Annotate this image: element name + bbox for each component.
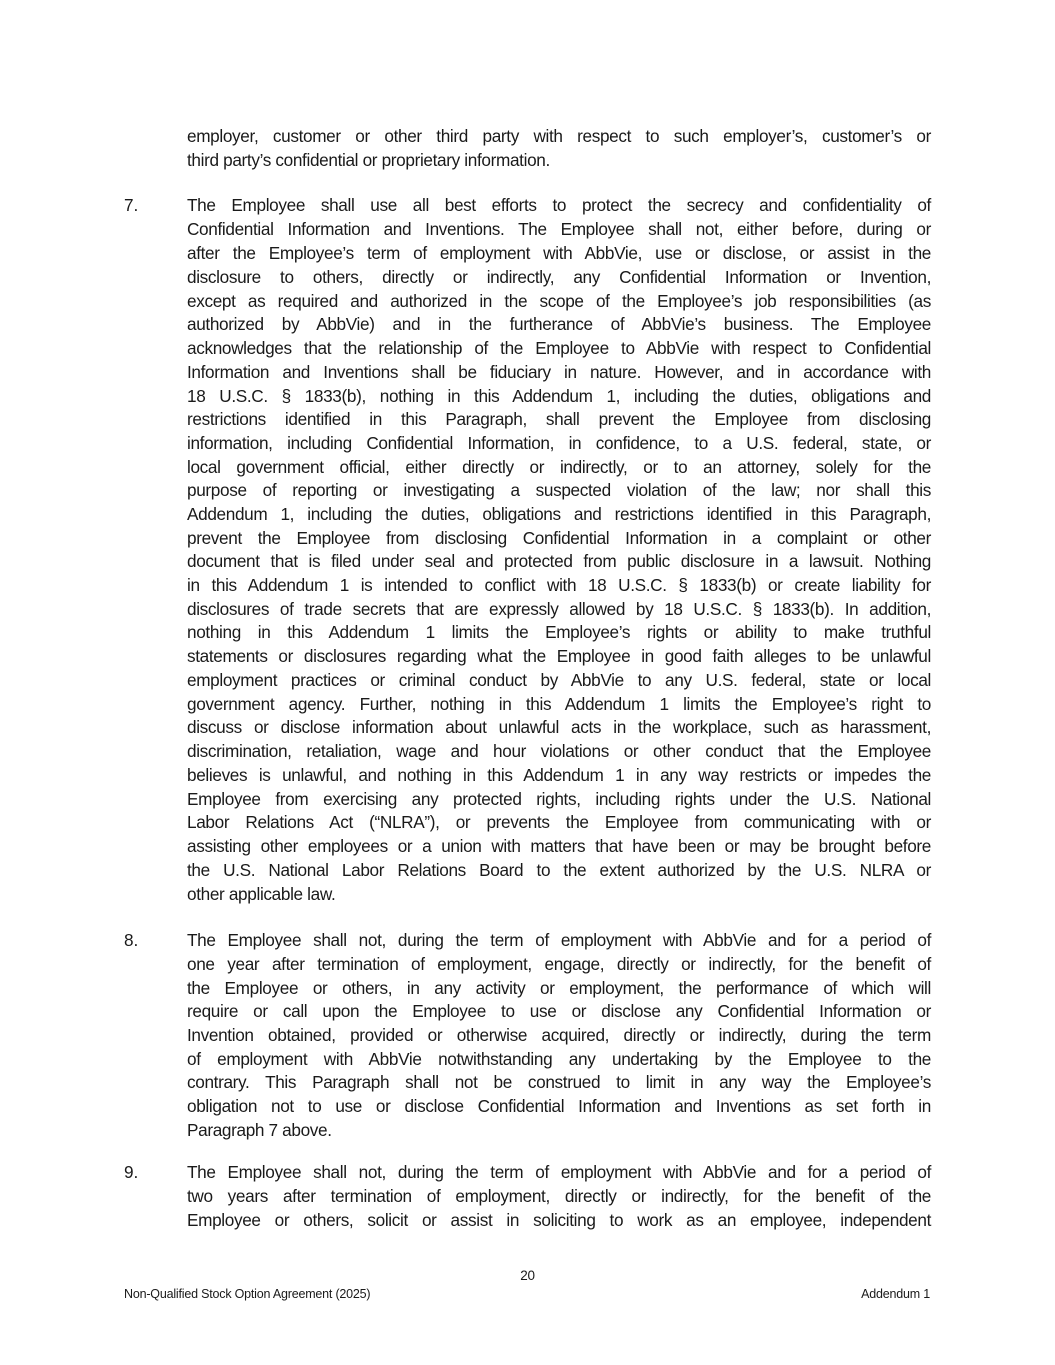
paragraph-line: in this Addendum 1 is intended to conflict with 18 U.S.C. § 1833(b) or create liability for	[187, 575, 931, 595]
paragraph-line: assisting other employees or a union with matters that have been or may be brought before	[187, 836, 931, 856]
paragraph-line: of employment with AbbVie notwithstanding any undertaking by the Employee to the	[187, 1049, 931, 1069]
paragraph-line: document that is filed under seal and protected from public disclosure in a lawsuit. Nothing	[187, 551, 931, 571]
paragraph-line: 18 U.S.C. § 1833(b), nothing in this Addendum 1, including the duties, obligations and	[187, 386, 931, 406]
paragraph-line: disclosure to others, directly or indirectly, any Confidential Information or Invention,	[187, 267, 931, 287]
paragraph-line: nothing in this Addendum 1 limits the Employee’s rights or ability to make truthful	[187, 622, 931, 642]
paragraph-line: Addendum 1, including the duties, obligations and restrictions identified in this Paragraph,	[187, 504, 931, 524]
paragraph-number: 9.	[124, 1162, 139, 1182]
paragraph-line: Employee or others, solicit or assist in soliciting to work as an employee, independent	[187, 1210, 931, 1230]
paragraph-line: the U.S. National Labor Relations Board to the extent authorized by the U.S. NLRA or	[187, 860, 931, 880]
paragraph-line: employment practices or criminal conduct by AbbVie to any U.S. federal, state or local	[187, 670, 931, 690]
paragraph-line: discrimination, retaliation, wage and hour violations or other conduct that the Employee	[187, 741, 931, 761]
continuation-line: third party’s confidential or proprietary information.	[187, 150, 550, 170]
paragraph-line: Confidential Information and Inventions. The Employee shall not, either before, during or	[187, 219, 931, 239]
paragraph-line: require or call upon the Employee to use or disclose any Confidential Information or	[187, 1001, 931, 1021]
paragraph-line: two years after termination of employment, directly or indirectly, for the benefit of the	[187, 1186, 931, 1206]
paragraph-line: local government official, either directly or indirectly, or to an attorney, solely for the	[187, 457, 931, 477]
paragraph-line: except as required and authorized in the scope of the Employee’s job responsibilities (as	[187, 291, 931, 311]
paragraph-line: information, including Confidential Information, in confidence, to a U.S. federal, state, or	[187, 433, 931, 453]
paragraph-line: The Employee shall use all best efforts to protect the secrecy and confidentiality of	[187, 195, 931, 215]
paragraph-number: 8.	[124, 930, 139, 950]
paragraph-line: one year after termination of employment, engage, directly or indirectly, for the benefit of	[187, 954, 931, 974]
paragraph-line: other applicable law.	[187, 884, 336, 904]
continuation-line: employer, customer or other third party with respect to such employer’s, customer’s or	[187, 126, 931, 146]
paragraph-line: government agency. Further, nothing in this Addendum 1 limits the Employee’s right to	[187, 694, 931, 714]
paragraph-line: restrictions identified in this Paragraph, shall prevent the Employee from disclosing	[187, 409, 931, 429]
footer-document-title: Non-Qualified Stock Option Agreement (2025)	[124, 1287, 371, 1301]
paragraph-line: purpose of reporting or investigating a suspected violation of the law; nor shall this	[187, 480, 931, 500]
paragraph-line: statements or disclosures regarding what the Employee in good faith alleges to be unlawful	[187, 646, 931, 666]
page-number: 20	[520, 1268, 535, 1283]
footer-section-label: Addendum 1	[861, 1287, 930, 1301]
paragraph-line: the Employee or others, in any activity or employment, the performance of which will	[187, 978, 931, 998]
paragraph-line: obligation not to use or disclose Confidential Information and Inventions as set forth in	[187, 1096, 931, 1116]
paragraph-line: The Employee shall not, during the term of employment with AbbVie and for a period of	[187, 930, 931, 950]
paragraph-line: disclosures of trade secrets that are expressly allowed by 18 U.S.C. § 1833(b). In addition,	[187, 599, 931, 619]
paragraph-line: contrary. This Paragraph shall not be construed to limit in any way the Employee’s	[187, 1072, 931, 1092]
paragraph-line: believes is unlawful, and nothing in this Addendum 1 in any way restricts or impedes the	[187, 765, 931, 785]
paragraph-line: Information and Inventions shall be fiduciary in nature. However, and in accordance with	[187, 362, 931, 382]
paragraph-line: acknowledges that the relationship of the Employee to AbbVie with respect to Confidential	[187, 338, 931, 358]
paragraph-line: Invention obtained, provided or otherwise acquired, directly or indirectly, during the term	[187, 1025, 931, 1045]
paragraph-line: Paragraph 7 above.	[187, 1120, 332, 1140]
paragraph-line: prevent the Employee from disclosing Confidential Information in a complaint or other	[187, 528, 931, 548]
paragraph-number: 7.	[124, 195, 139, 215]
paragraph-line: authorized by AbbVie) and in the furtherance of AbbVie’s business. The Employee	[187, 314, 931, 334]
paragraph-line: after the Employee’s term of employment with AbbVie, use or disclose, or assist in the	[187, 243, 931, 263]
paragraph-line: Labor Relations Act (“NLRA”), or prevents the Employee from communicating with or	[187, 812, 931, 832]
paragraph-line: Employee from exercising any protected rights, including rights under the U.S. National	[187, 789, 931, 809]
paragraph-line: discuss or disclose information about unlawful acts in the workplace, such as harassment,	[187, 717, 931, 737]
paragraph-line: The Employee shall not, during the term of employment with AbbVie and for a period of	[187, 1162, 931, 1182]
